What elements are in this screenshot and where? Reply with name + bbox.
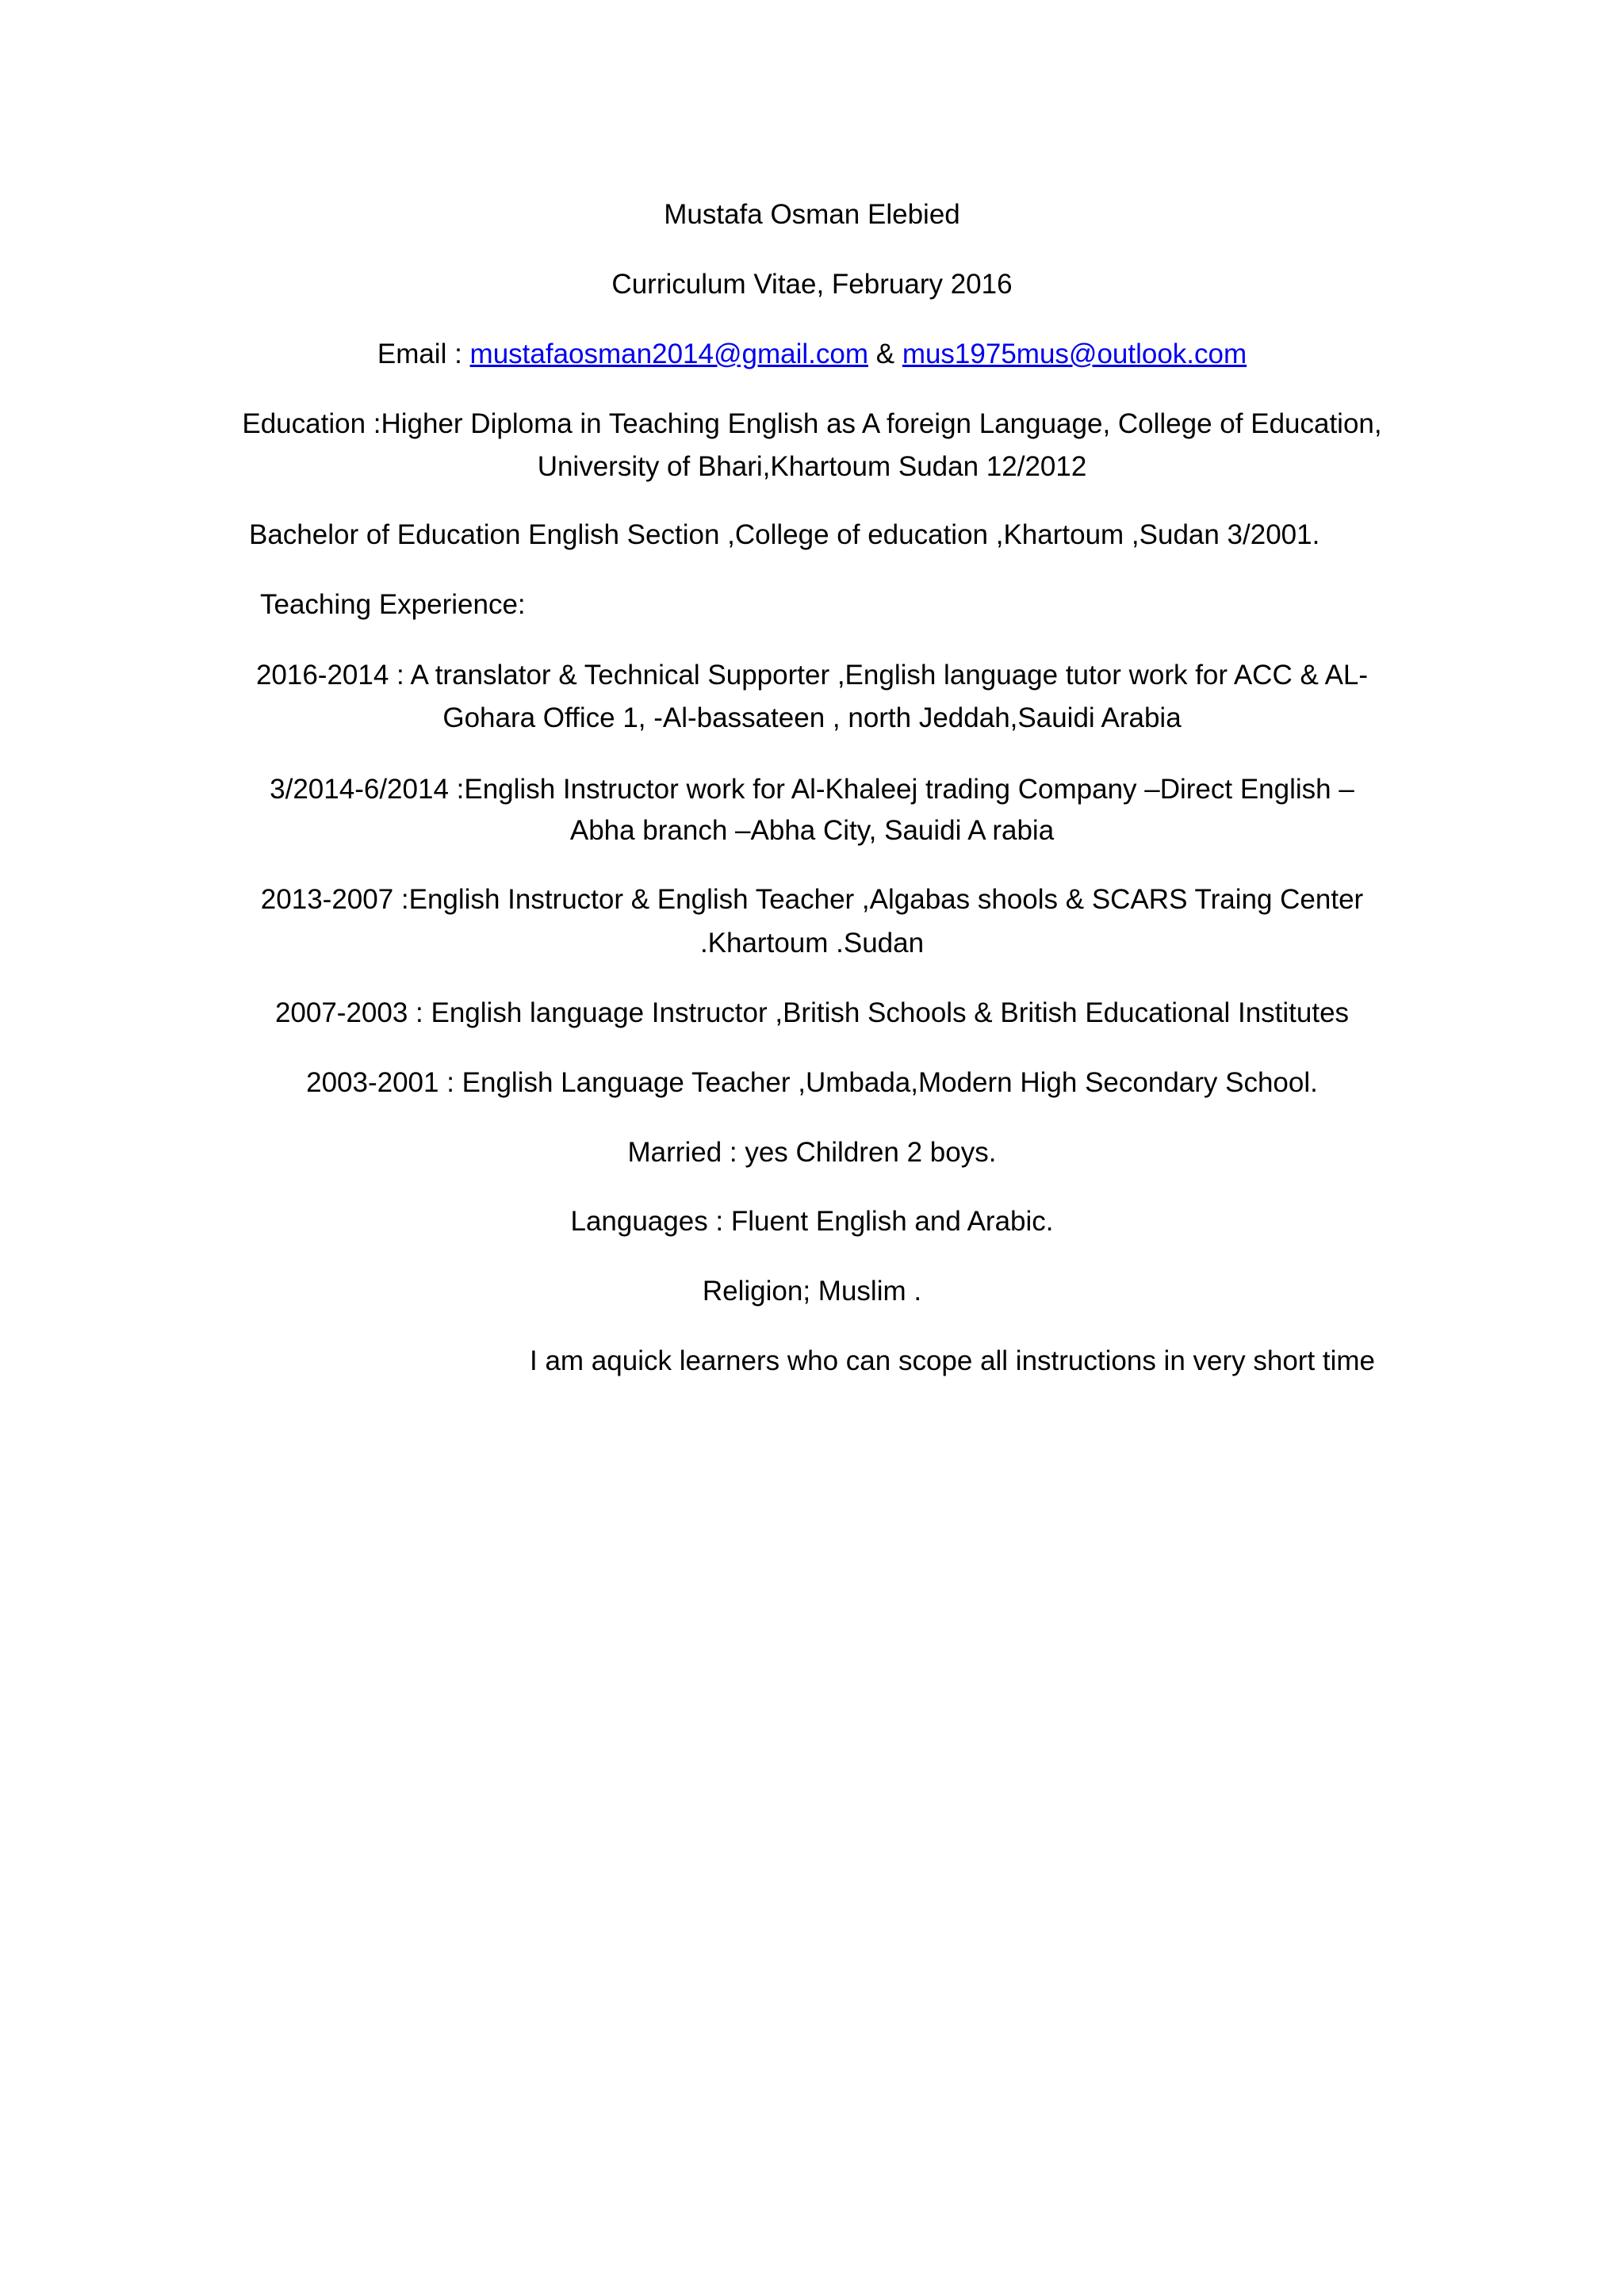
religion-line: Religion; Muslim . <box>702 1276 922 1307</box>
married-line: Married : yes Children 2 boys. <box>627 1137 997 1168</box>
cv-title: Curriculum Vitae, February 2016 <box>611 269 1013 300</box>
email-link-outlook[interactable]: mus1975mus@outlook.com <box>902 339 1247 369</box>
experience-item-2-line-1: 3/2014-6/2014 :English Instructor work for Al-Khaleej trading Company –Direct English – <box>270 774 1354 805</box>
email-line <box>0 333 1624 376</box>
experience-item-5: 2003-2001 : English Language Teacher ,Umbada,Modern High Secondary School. <box>306 1067 1318 1098</box>
teaching-experience-heading: Teaching Experience: <box>260 589 526 620</box>
personal-statement: I am aquick learners who can scope all instructions in very short time <box>530 1345 1376 1376</box>
education-bachelor: Bachelor of Education English Section ,College of education ,Khartoum ,Sudan 3/2001. <box>249 519 1320 550</box>
languages-line: Languages : Fluent English and Arabic. <box>570 1206 1054 1237</box>
experience-item-3-line-2: .Khartoum .Sudan <box>699 928 925 959</box>
cv-name: Mustafa Osman Elebied <box>664 199 960 230</box>
email-label: Email : <box>377 339 462 369</box>
experience-item-4: 2007-2003 : English language Instructor ,British Schools & British Educational Institutes <box>274 997 1350 1028</box>
email-link-gmail[interactable]: mustafaosman2014@gmail.com <box>469 339 868 369</box>
experience-item-3-line-1: 2013-2007 :English Instructor & English Teacher ,Algabas shools & SCARS Traing Center <box>260 884 1364 915</box>
education-diploma-line-2: University of Bhari,Khartoum Sudan 12/2012 <box>537 451 1087 482</box>
experience-item-2-line-2: Abha branch –Abha City, Sauidi A rabia <box>569 815 1055 846</box>
experience-item-1-line-2: Gohara Office 1, -Al-bassateen , north Jeddah,Sauidi Arabia <box>442 702 1182 733</box>
experience-item-1-line-1: 2016-2014 : A translator & Technical Supporter ,English language tutor work for ACC & AL- <box>255 660 1369 691</box>
email-separator: & <box>875 339 895 369</box>
education-diploma-line-1: Education :Higher Diploma in Teaching English as A foreign Language, College of Education, <box>242 408 1382 439</box>
